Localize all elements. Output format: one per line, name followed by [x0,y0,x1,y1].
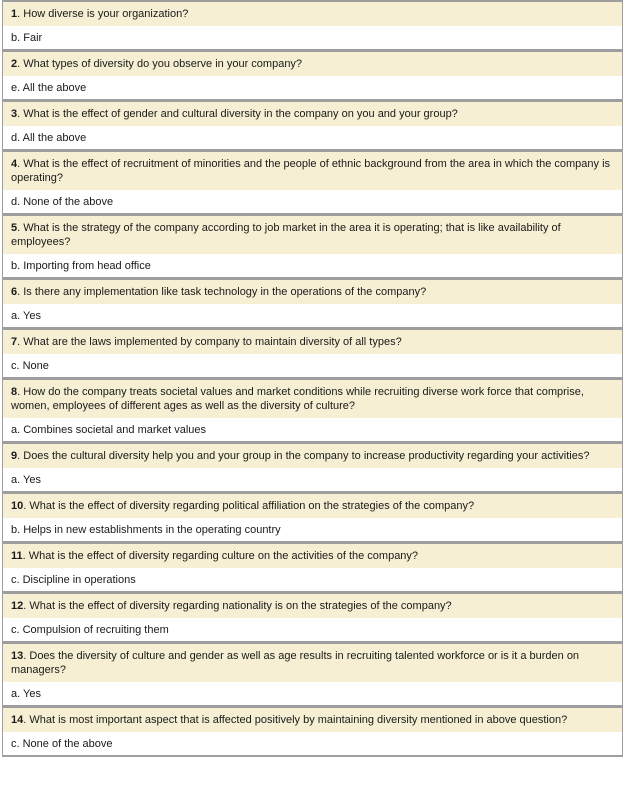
answer-text: a. Yes [3,468,623,492]
question-delimiter: . [17,58,24,70]
question-row [3,329,623,354]
question-cell [3,543,623,568]
answer-row [3,190,623,214]
question-number: 2 [11,58,18,70]
answer-text: c. None of the above [3,732,623,756]
question-number: 5 [11,222,18,234]
answer-row [3,26,623,50]
question-delimiter: . [17,336,24,348]
question-row [3,101,623,126]
question-text: How diverse is your organization? [23,8,189,20]
qa-block [2,214,623,278]
question-delimiter: . [17,108,24,120]
question-text: Is there any implementation like task technology in the operations of the company? [23,286,427,298]
question-delimiter: . [17,222,24,234]
question-number: 4 [11,158,18,170]
qa-block [2,328,623,378]
qa-block [2,0,623,50]
qa-block [2,706,623,757]
answer-text: d. None of the above [3,190,623,214]
question-number: 13 [11,650,24,662]
qa-block [2,50,623,100]
answer-text: a. Combines societal and market values [3,418,623,442]
question-cell [3,215,623,254]
answer-row [3,568,623,592]
question-row [3,707,623,732]
question-delimiter: . [23,650,30,662]
question-delimiter: . [17,286,24,298]
qa-block [2,492,623,542]
answer-row [3,618,623,642]
question-number: 6 [11,286,18,298]
question-cell [3,493,623,518]
answer-row [3,468,623,492]
answer-text: c. Compulsion of recruiting them [3,618,623,642]
question-delimiter: . [17,386,24,398]
question-row [3,543,623,568]
question-number: 7 [11,336,18,348]
answer-text: d. All the above [3,126,623,150]
answer-text: a. Yes [3,682,623,706]
question-text: What is the strategy of the company according to job market in the area it is operating; that is like availability of employees? [11,222,561,248]
question-cell [3,593,623,618]
question-row [3,643,623,682]
answer-text: b. Fair [3,26,623,50]
answer-text: b. Importing from head office [3,254,623,278]
question-text: How do the company treats societal values and market conditions while recruiting diverse work force that comprise, women, employees of different ages as well as the diversity of culture? [11,386,584,412]
question-text: What is the effect of diversity regarding culture on the activities of the company? [28,550,419,562]
answer-text: b. Helps in new establishments in the operating country [3,518,623,542]
question-cell [3,101,623,126]
question-row [3,215,623,254]
question-cell [3,379,623,418]
answer-row [3,126,623,150]
question-number: 12 [11,600,24,612]
qa-block [2,542,623,592]
answer-row [3,76,623,100]
question-text: Does the diversity of culture and gender as well as age results in recruiting talented workforce or is it a burden on managers? [11,650,580,676]
question-number: 11 [11,550,23,562]
question-cell [3,329,623,354]
question-row [3,443,623,468]
question-number: 14 [11,714,24,726]
question-delimiter: . [17,8,24,20]
answer-row [3,732,623,756]
qa-block [2,278,623,328]
qa-block [2,442,623,492]
question-delimiter: . [23,500,30,512]
answer-text: a. Yes [3,304,623,328]
question-cell [3,643,623,682]
qa-block [2,642,623,706]
question-number: 3 [11,108,18,120]
answer-text: c. Discipline in operations [3,568,623,592]
question-number: 8 [11,386,18,398]
question-cell [3,51,623,76]
qa-block [2,100,623,150]
question-row [3,593,623,618]
answer-row [3,518,623,542]
question-delimiter: . [22,550,29,562]
question-text: What is the effect of diversity regarding nationality is on the strategies of the company? [29,600,452,612]
answer-row [3,682,623,706]
question-delimiter: . [23,600,30,612]
question-number: 9 [11,450,18,462]
question-text: What types of diversity do you observe in your company? [23,58,303,70]
answer-row [3,254,623,278]
qa-block [2,592,623,642]
question-row [3,51,623,76]
qa-list [2,0,623,757]
question-cell [3,151,623,190]
question-cell [3,707,623,732]
question-number: 1 [11,8,18,20]
question-cell [3,279,623,304]
qa-block [2,150,623,214]
answer-row [3,304,623,328]
qa-block [2,378,623,442]
question-text: What is the effect of recruitment of minorities and the people of ethnic background from the area in which the company is operating? [11,158,611,184]
question-delimiter: . [17,450,24,462]
question-delimiter: . [17,158,24,170]
question-row [3,1,623,26]
question-delimiter: . [23,714,30,726]
question-text: Does the cultural diversity help you and your group in the company to increase productivity regarding your activities? [23,450,590,462]
question-row [3,279,623,304]
question-cell [3,443,623,468]
answer-row [3,418,623,442]
question-text: What is the effect of diversity regarding political affiliation on the strategies of the company? [29,500,475,512]
question-row [3,493,623,518]
question-row [3,379,623,418]
question-number: 10 [11,500,24,512]
answer-text: e. All the above [3,76,623,100]
answer-text: c. None [3,354,623,378]
answer-row [3,354,623,378]
question-row [3,151,623,190]
question-text: What is the effect of gender and cultural diversity in the company on you and your group? [23,108,458,120]
question-text: What is most important aspect that is affected positively by maintaining diversity mentioned in above question? [29,714,568,726]
question-cell [3,1,623,26]
question-text: What are the laws implemented by company to maintain diversity of all types? [23,336,402,348]
